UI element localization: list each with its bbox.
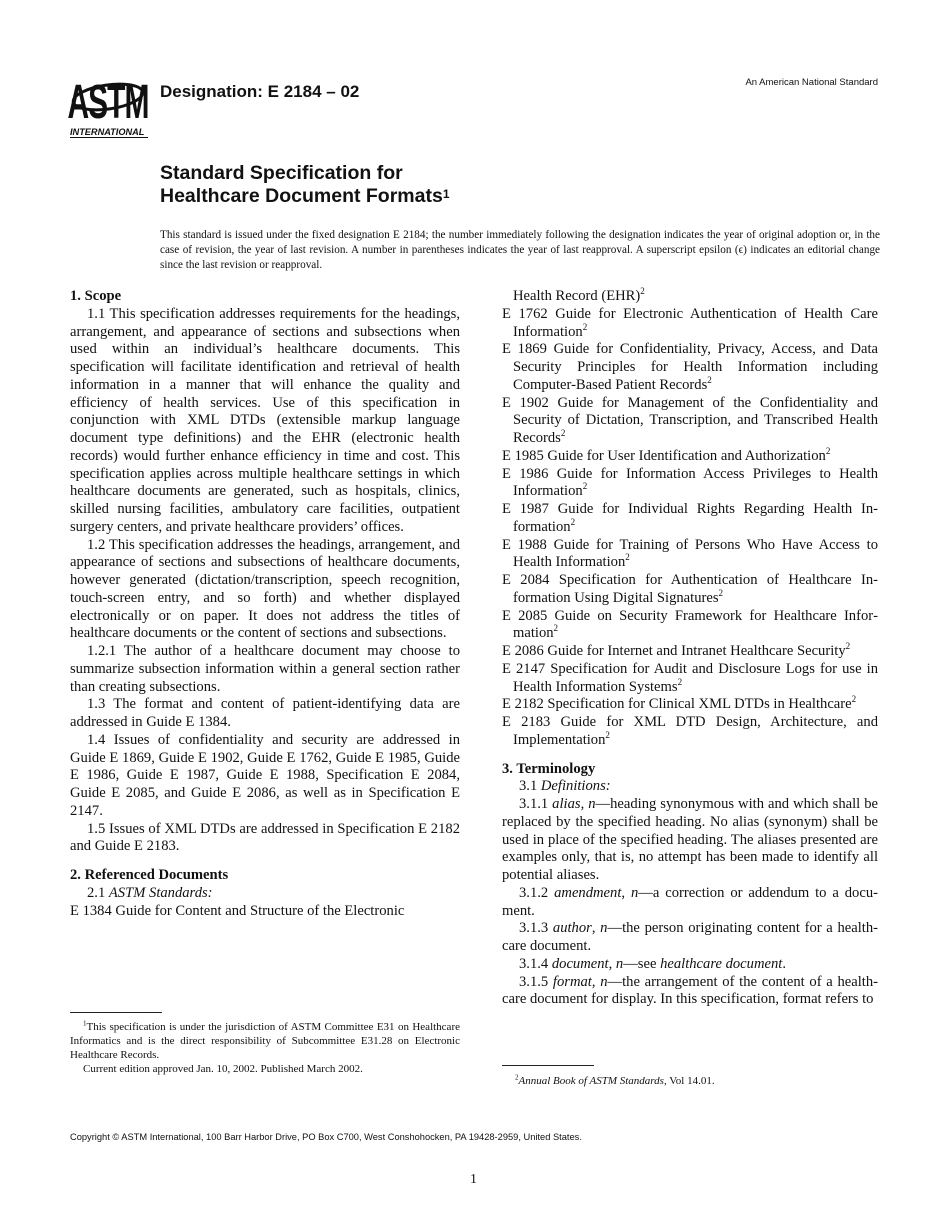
footnote-ref: 2 (582, 481, 588, 492)
footnote-ref: 2 (845, 641, 851, 652)
footnote-2 (502, 1074, 878, 1088)
svg-text:INTERNATIONAL: INTERNATIONAL (70, 127, 145, 137)
footnote-text: This specification is under the jurisdiction of ASTM Committee E31 on Healthcare Informatics and is the direct responsibility of Subcommittee E31.28 on Electronic Healthcare Records. (70, 1021, 460, 1061)
right-column (502, 288, 878, 1009)
text: E 1902 Guide for Management of the Confidentiality and Security of Dictation, Transcription, and Transcribed Health Records (502, 394, 878, 446)
section-heading (70, 867, 460, 885)
text: 3.1 (519, 778, 541, 795)
paragraph (502, 920, 878, 956)
text: E 2183 Guide for XML DTD Design, Architecture, and Implementation (502, 714, 878, 748)
left-column (70, 288, 460, 920)
designation: Designation: E 2184 – 02 (160, 82, 360, 101)
text: . (782, 955, 786, 972)
section-heading (502, 761, 878, 779)
text: E 1869 Guide for Confidentiality, Privacy, Access, and Data Security Principles for Health Information including Computer-Based Patient Records (502, 341, 878, 393)
paragraph (70, 696, 460, 732)
footnote-ref: 2 (605, 729, 610, 740)
text: , (591, 920, 601, 937)
text: , (580, 796, 589, 812)
footnote-ref: 2 (640, 286, 645, 297)
reference-item (502, 445, 878, 466)
reference-item (502, 395, 878, 448)
text: E 1988 Guide for Training of Persons Who Have Access to Health Information (502, 536, 878, 571)
italic-text: alias (552, 796, 581, 812)
section-heading (70, 288, 460, 306)
text: —the person originating content for a healthcare document. (502, 920, 879, 954)
text: 3.1.4 (519, 955, 552, 972)
text: —heading synonymous with and which shall be replaced by the specified heading. No alias (synonym) shall be used in place of the specified heading. The aliases presented are examples only, that is, no attempt has been made to identify all potential aliases. (502, 796, 878, 883)
footnote-ref: 2 (582, 321, 588, 332)
reference-item (502, 608, 878, 644)
footnote-ref: 2 (560, 428, 566, 439)
text: —see (623, 955, 661, 972)
text: , (621, 884, 631, 901)
paragraph (70, 821, 460, 857)
footnote-ref: 2 (570, 516, 576, 527)
text: E 2086 Guide for Internet and Intranet Healthcare Security (502, 643, 846, 659)
text: 2.1 (87, 884, 109, 901)
footnote-ref: 1 (442, 187, 450, 201)
text: —a correction or addendum to a document. (502, 884, 879, 919)
paragraph (502, 974, 878, 1010)
reference-item (502, 501, 878, 537)
text: E 2182 Specification for Clinical XML DTDs in Healthcare (502, 696, 852, 713)
text: 1.2 This specification addresses the headings, arrangement, and appearance of sections and subsections of healthcare documents, however generated (dictation/transcription, speech recognition, touch-screen entry, and so forth) and whether displayed electronically or on paper. It does not address the titles of healthcare documents or the content of sections and subsections. (70, 536, 460, 642)
text: 2. Referenced Documents (70, 867, 229, 883)
text: 1.4 Issues of confidentiality and security are addressed in Guide E 1869, Guide E 1902, Guide E 1762, Guide E 1985, Guide E 1986, Guide E 1987, Guide E 1988, Specification E 2084, Guide E 2085, and Guide E 2086, as well as in Specification E 2147. (70, 731, 460, 819)
astm-logo (68, 70, 152, 140)
american-national-standard-label: An American National Standard (745, 77, 878, 88)
paragraph (502, 796, 878, 885)
reference-item (502, 537, 878, 573)
footnote-ref: 2 (553, 623, 559, 634)
reference-item (502, 466, 878, 502)
title-line-2 (160, 185, 450, 208)
reference-item (502, 714, 878, 750)
italic-text: amendment (554, 884, 622, 901)
paragraph (502, 778, 878, 796)
document-title (160, 162, 450, 208)
footnote-number: 1 (83, 1019, 87, 1028)
reference-item (502, 696, 878, 714)
italic-text: n (615, 955, 624, 972)
paragraph (70, 885, 460, 903)
footnote-title: Annual Book of ASTM Standards (518, 1075, 664, 1087)
text: 3. Terminology (502, 760, 596, 777)
reference-item (502, 341, 878, 394)
text: E 1987 Guide for Individual Rights Regarding Health Information (502, 501, 878, 535)
text: E 1762 Guide for Electronic Authentication of Health Care Information (502, 305, 878, 340)
reference-item (70, 903, 460, 921)
footnote-ref: 2 (625, 552, 630, 563)
text: E 2084 Specification for Authentication of Healthcare Information Using Digital Signatures (502, 572, 878, 606)
text: 3.1.1 (519, 796, 553, 812)
title-line-1: Standard Specification for (160, 162, 403, 184)
italic-text: document (551, 955, 609, 972)
italic-text: n (600, 973, 608, 990)
text: E 1986 Guide for Information Access Privileges to Health Information (502, 465, 878, 500)
footnote-text: , Vol 14.01. (663, 1075, 715, 1087)
footnote-ref: 2 (707, 374, 712, 385)
text: 1.2.1 The author of a healthcare document may choose to summarize subsection information within a general section rather than creating subsections. (70, 643, 460, 695)
paragraph (70, 306, 460, 537)
text: 1. Scope (70, 288, 122, 304)
italic-text: Definitions: (540, 778, 611, 795)
text: 3.1.3 (519, 920, 553, 937)
italic-text: n (588, 796, 596, 812)
italic-text: ASTM Standards: (108, 884, 213, 901)
text: 3.1.2 (519, 884, 555, 901)
svg-text:ASTM: ASTM (68, 76, 149, 129)
text: —the arrangement of the content of a healthcare document for display. In this specification, format refers to (502, 973, 879, 1008)
footnote-ref: 2 (718, 587, 724, 598)
text: 3.1.5 (519, 973, 553, 990)
footnote-number: 2 (515, 1073, 519, 1082)
reference-item (502, 661, 878, 697)
footnote-divider (502, 1065, 594, 1066)
paragraph (70, 537, 460, 644)
text: E 2147 Specification for Audit and Disclosure Logs for use in Health Information Systems (502, 660, 878, 695)
footnote-ref: 2 (677, 676, 683, 687)
text: , (591, 973, 601, 990)
text: E 1384 Guide for Content and Structure of the Electronic (70, 902, 405, 919)
footnote-1 (70, 1020, 460, 1076)
reference-item (502, 572, 878, 608)
intro-paragraph: This standard is issued under the fixed designation E 2184; the number immediately following the designation indicates the year of original adoption or, in the case of revision, the year of last revision. A number in parentheses indicates the year of last reapproval. A superscript epsilon (ϵ) indicates an editorial change since the last revision or reapproval. (160, 229, 880, 271)
italic-text: healthcare document (660, 955, 783, 972)
footnote-ref: 2 (825, 445, 831, 456)
paragraph (70, 732, 460, 821)
italic-text: author (552, 920, 592, 937)
text: E 1985 Guide for User Identification and Authorization (502, 447, 826, 464)
copyright-notice: Copyright © ASTM International, 100 Barr Harbor Drive, PO Box C700, West Conshohocken, PA 19428-2959, United States. (70, 1132, 582, 1142)
text: E 2085 Guide on Security Framework for Healthcare Information (502, 607, 878, 642)
paragraph (502, 956, 878, 974)
text: , (608, 955, 616, 972)
footnote-ref: 2 (851, 694, 857, 705)
paragraph (502, 885, 878, 921)
text: 1.3 The format and content of patient-identifying data are addressed in Guide E 1384. (70, 696, 460, 730)
paragraph (70, 643, 460, 696)
reference-item (502, 306, 878, 342)
italic-text: n (630, 884, 639, 901)
reference-item (502, 643, 878, 661)
page-number: 1 (470, 1172, 477, 1187)
italic-text: format (552, 973, 592, 990)
text: 1.1 This specification addresses requirements for the headings, arrangement, and appearance of sections and subsections when used within an individual’s healthcare documents. This specification will facilitate identification and retrieval of health information in a manner that will enhance the quality and efficiency of health services. Use of this specification in conjunction with XML DTDs (extensible markup language document type definitions) and the EHR (electronic health records) would further enhance efficiency in time and cost. This specification applies across multiple healthcare settings in which healthcare documents are generated, such as hospitals, clinics, skilled nursing facilities, ambulatory care facilities, outpatient surgery centers, and private healthcare providers’ offices. (70, 305, 460, 535)
title-text: Healthcare Document Formats (160, 185, 443, 207)
reference-item (502, 288, 878, 306)
text: Health Record (EHR) (513, 288, 641, 304)
text: 1.5 Issues of XML DTDs are addressed in Specification E 2182 and Guide E 2183. (70, 820, 460, 855)
footnote-divider (70, 1012, 162, 1013)
italic-text: n (600, 920, 608, 937)
edition-note: Current edition approved Jan. 10, 2002. Published March 2002. (83, 1063, 363, 1075)
